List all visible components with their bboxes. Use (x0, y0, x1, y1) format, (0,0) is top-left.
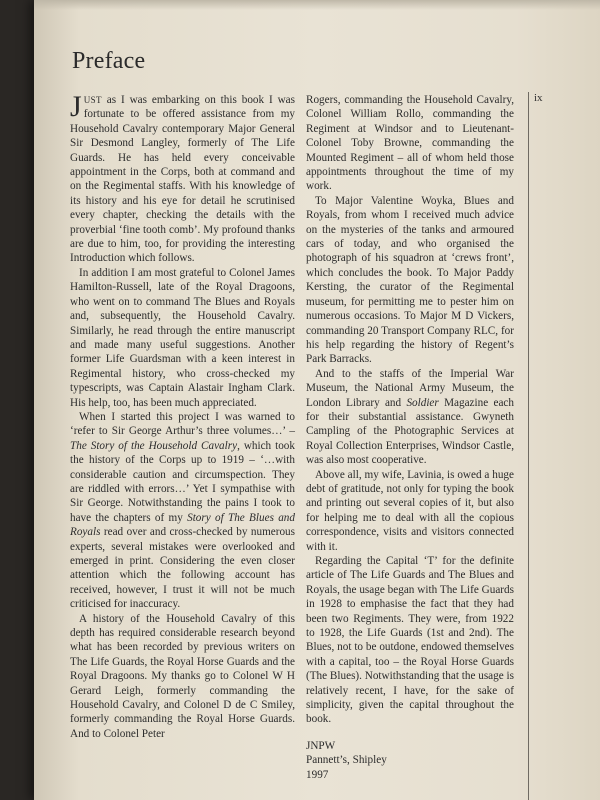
signature-place: Pannett’s, Shipley (306, 754, 387, 767)
book-title: The Story of the Household Cavalry (70, 439, 238, 452)
paragraph: Above all, my wife, Lavinia, is owed a huge debt of gratitude, not only for typing the book and printing out several copies of it, but also for helping me to deal with all the copious correspondence, visits and visitors connected with it. (306, 468, 514, 553)
paragraph (70, 90, 295, 266)
book-page (34, 0, 600, 800)
paragraph: Rogers, commanding the Household Cavalry, Colonel William Rollo, commanding the Regiment at Windsor and to Lieutenant-Colonel Toby Browne, commanding the Mounted Regiment – all of whom held those appointments throughout the time of my work. (306, 94, 514, 193)
signature-initials: JNPW (306, 739, 336, 752)
paragraph-text: When I started this project I was warned to ‘refer to Sir George Arthur’s three volumes…’ – (70, 410, 295, 438)
paragraph: A history of the Household Cavalry of this depth has required considerable research beyond what has been recorded by previous writers on The Life Guards, the Royal Horse Guards and the Royal Dragoons. My thanks go to Colonel W H Gerard Leigh, formerly commanding the Household Cavalry, and Colonel D de C Smiley, formerly commanding the Royal Horse Guards. And to Colonel Peter (70, 612, 295, 740)
paragraph-text: as I was embarking on this book I was fortunate to be offered assistance from my Household Cavalry contemporary Major General Sir Desmond Langley, formerly of The Life Guards. He has held every conceivable appointment in the Corps, both at command and on the Regimental staffs. With his knowledge of its history and his eye for detail he scrutinised every chapter, checking the details with the proverbial ‘fine tooth comb’. My profound thanks are due to him, too, for providing the interesting Introduction which follows. (70, 94, 295, 265)
small-caps-lead: UST (83, 95, 102, 105)
paragraph: Regarding the Capital ‘T’ for the definite article of The Life Guards and The Blues and Royals, the usage began with The Life Guards in 1928 to emphasise the fact that they had been two Regiments. They were, from 1922 to 1928, the Life Guards (1st and 2nd). The Blues, not to be outdone, endowed themselves with a capital, too – the Royal Horse Guards (The Blues). Notwithstanding that the usage is relatively recent, I have, for the sake of simplicity, given the capital throughout the book. (306, 555, 514, 726)
paragraph (306, 367, 514, 468)
paragraph: In addition I am most grateful to Colonel James Hamilton-Russell, late of the Royal Dragoons, who went on to command The Blues and Royals and, subsequently, the Household Cavalry. Similarly, he read through the entire manuscript and made many useful suggestions. Another former Life Guardsman with a keen interest in Regimental history, who cross-checked my typescripts, was Captain Alastair Ingham Clark. His help, too, has been much appreciated. (70, 266, 295, 409)
margin-rule (528, 92, 529, 800)
magazine-title: Soldier (406, 396, 439, 409)
paragraph-text: read over and cross-checked by numerous experts, several mistakes were overlooked and emerged in print. Considering the even closer attention which the following account has received, however, I trust it will not be much criticised for inaccuracy. (70, 526, 295, 611)
page-edge-shadow (34, 0, 600, 10)
left-column (70, 90, 295, 741)
book-title: Story of The Blues and Royals (70, 511, 295, 539)
right-column (306, 93, 514, 782)
paragraph-text: And to the staffs of the Imperial War Museum, the National Army Museum, the London Library and (306, 367, 514, 409)
signature-year: 1997 (306, 768, 329, 781)
signature-block (306, 739, 514, 782)
paragraph-text: Magazine each for their substantial assistance. Gwyneth Campling of the Photographic Services at Royal Collection Enterprises, Windsor Castle, was also most cooperative. (306, 396, 514, 467)
page-title: Preface (72, 48, 146, 74)
page-number: ix (534, 92, 543, 104)
paragraph-text: , which took the history of the Corps up to 1919 – ‘…with considerable caution and circumspection. They are riddled with errors…’ Yet I sympathise with Sir George. Notwithstanding the pains I took to have the chapters of my (70, 439, 295, 524)
paragraph: To Major Valentine Woyka, Blues and Royals, from whom I received much advice on the mysteries of the tanks and armoured cars of today, and who organised the photograph of his squadron at ‘crews front’, which concludes the book. To Major Paddy Kersting, the curator of the Regimental museum, for permitting me to pester him on numerous occasions. To Major M D Vickers, commanding 20 Transport Company RLC, for his help regarding the history of Regent’s Park Barracks. (306, 194, 514, 366)
drop-cap: J (70, 90, 82, 123)
paragraph (70, 410, 295, 612)
